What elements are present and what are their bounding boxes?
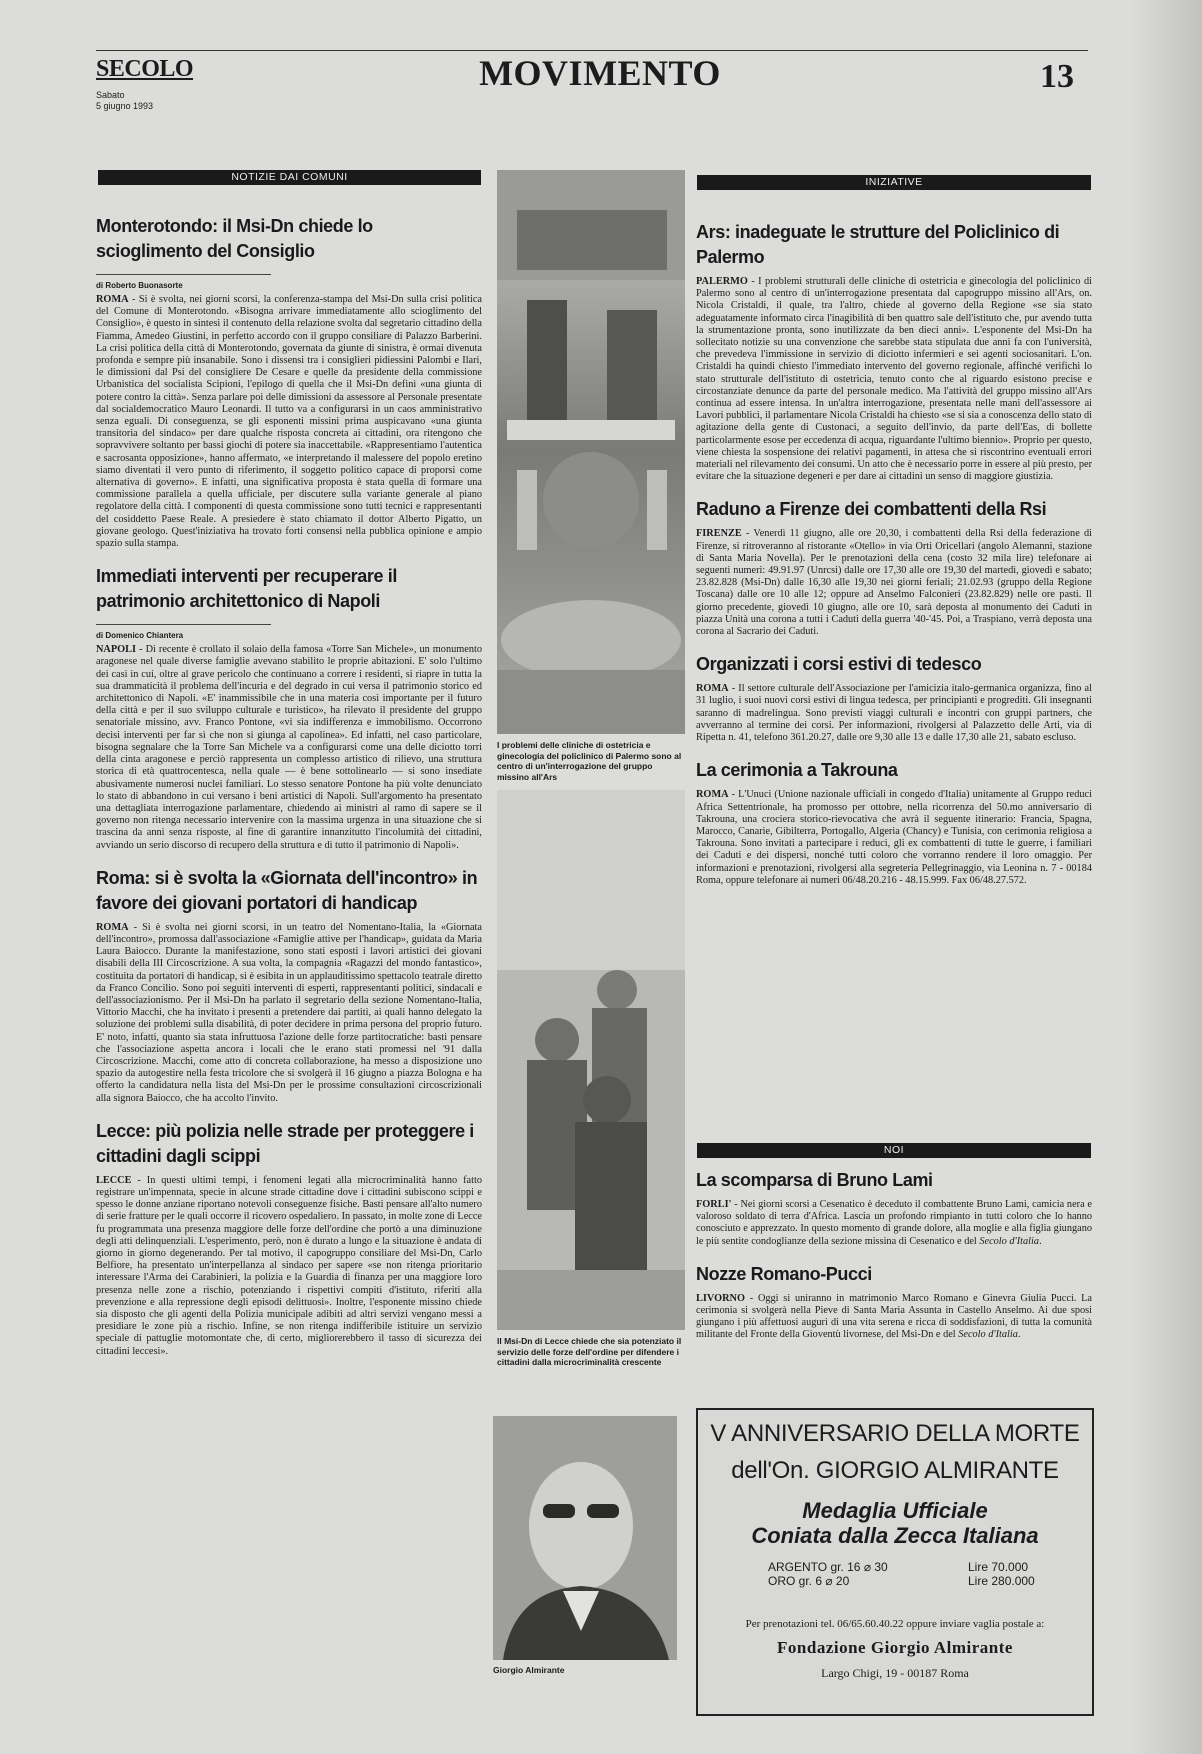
article-text: - Venerdì 11 giugno, alle ore 20,30, i combattenti della Rsi della federazione di Firenze, si ritroveranno al ristorante «Otello» in via Orti Oricellari (angolo Alemanni, stazione di Santa Maria Novella). Per le prenotazioni della cena (costo 32 mila lire) telefonare ai seguenti numeri: 49.91.97 (Unrcsi) dalle ore 17,30 alle ore 19,30 del martedì, giovedì e sabato; 23.82.828 (Msi-Dn) dalle 16,30 alle 19,30 nei giorni feriali; 21.02.93 (gruppo della Regione Toscana) dalle ore 10 alle 12; oppure ad Anselmo Falconieri (23.82.829) nelle ore pasti. Il giorno precedente, giovedì 10 giugno, alle ore 10, sarà deposta al monumento dei Caduti in piazza Unità una corona a tutti i Caduti della guerra '40-'45. Poi, a Traspiano, verrà deposta una corona al Sacrario dei Caduti.: [696, 528, 1092, 638]
ad-address: Largo Chigi, 19 - 00187 Roma: [821, 1666, 969, 1680]
price-gold-label: ORO gr. 6 ⌀ 20: [768, 1574, 850, 1588]
ad-title-line2: dell'On. GIORGIO ALMIRANTE: [731, 1457, 1059, 1484]
ad-contact-line: Per prenotazioni tel. 06/65.60.40.22 oppure inviare vaglia postale a:: [745, 1618, 1045, 1630]
article-tedesco: [696, 652, 1092, 744]
newspaper-name: Secolo d'Italia: [958, 1329, 1018, 1341]
medal-advertisement: [696, 1408, 1094, 1716]
article-headline: Nozze Romano-Pucci: [696, 1263, 872, 1284]
article-body: [696, 789, 1092, 887]
article-palermo: [696, 220, 1092, 483]
dateline: ROMA: [696, 789, 729, 801]
article-body: [96, 922, 482, 1105]
photo-caption-palermo: I problemi delle cliniche di ostetricia e ginecologia del policlinico di Palermo sono al centro di un'interrogazione del gruppo missino all'Ars: [497, 740, 682, 782]
article-text: - Nei giorni scorsi a Cesenatico è deceduto il combattente Bruno Lami, camicia nera e valoroso soldato di terra d'Africa. Lascia un profondo rimpianto in tutti coloro che lo hanno conosciuto e apprezzato. In questo momento di grande dolore, alla moglie e alla figlia giungano le più sentite condoglianze della sezione missina di Cesenatico e del: [696, 1199, 1092, 1247]
dateline: LIVORNO: [696, 1292, 745, 1304]
article-text: - Oggi si uniranno in matrimonio Marco Romano e Ginevra Giulia Pucci. La cerimonia si svolgerà nella Pieve di Santa Maria Assunta in Castello Anselmo. Ai due sposi giungano i più affettuosi auguri di una vita serena e ricca di soddisfazioni, di tutta la comunità militante del Fronte della Gioventù livornese, del Msi-Dn e del: [696, 1292, 1092, 1341]
dateline: LECCE: [96, 1174, 132, 1186]
top-rule: [96, 50, 1088, 51]
dateline: PALERMO: [696, 276, 748, 287]
ad-foundation-name: Fondazione Giorgio Almirante: [777, 1638, 1013, 1657]
article-lecce: [96, 1119, 482, 1358]
article-body: [696, 276, 1092, 483]
article-text: - I problemi strutturali delle cliniche di ostetricia e ginecologia del policlinico di Palermo sono al centro di un'interrogazione presentata dal capogruppo missino all'Ars, on. Nicola Cristaldi, il quale, tra l'altro, chiede al governo della Regione «se sia stato adeguatamente informato circa l'inagibilità di ben quattro sale dell'istituto che, pur avendo tutta la strumentazione pronta, sono inutilizzate da ben dieci anni». L'esponente del Msi-Dn ha sollecitato notizie su una convenzione che sarebbe stata stipulata due anni fa con l'università, che prevedeva l'immissione in servizio di diciotto infermieri e sei agenti sociosanitari. L'on. Cristaldi ha quindi chiesto l'immediato intervento del governo regionale, affinché verifichi lo stato strutturale dell'istituto di ostetricia, tenuto conto che al riguardo esistono precise e circostanziate denunce da parte del personale medico. Ma l'attività del gruppo missino all'Ars continua ad essere intensa. In un'altra interrogazione, presentata nelle mani dell'assessore ai Lavori pubblici, il parlamentare Nicola Cristaldi ha chiesto «se si sia a conoscenza dello stato di agitazione della gente di Custonaci, a seguito dell'invio, da parte dell'Eas, di bollette particolarmente esose per eccedenza di acqua, riguardante l'ultimo biennio». Proprio per questo, viene chiesta la sospensione dei relativi pagamenti, in attesa che si riscontrino eventuali errori materiali nel rilevamento dei consumi. Un atto che è necessario porre in essere al più presto, per evitare che la situazione degeneri e per dare ai cittadini un senso di maggiore giustizia.: [696, 276, 1092, 483]
photo-caption-lecce: Il Msi-Dn di Lecce chiede che sia potenziato il servizio delle forze dell'ordine per difendere i cittadini dalla microcriminalità crescente: [497, 1336, 682, 1367]
section-bar-iniziative: INIZIATIVE: [697, 175, 1091, 190]
right-column-bottom: [696, 1168, 1092, 1400]
article-text: - L'Unuci (Unione nazionale ufficiali in congedo d'Italia) unitamente al Gruppo reduci Africa Settentrionale, ha promosso per ottobre, nella ricorrenza del 50.mo anniversario di Takrouna, una crociera storico-rievocativa che avrà il seguente itinerario: Francia, Spagna, Marocco, Canarie, Gibilterra, Portogallo, Algeria (Chancy) e Tunisia, con cerimonia religiosa a Takrouna. Sono invitati a partecipare i reduci, gli ex combattenti di tutte le guerre, i familiari dei Caduti e dei dispersi, nonché tutti coloro che vorranno rendere il loro omaggio. Per informazioni e prenotazioni, rivolgersi alla segreteria Pellegrinaggio, via Leonina n. 7 - 00184 Roma, oppure telefonare ai numeri 06/48.20.216 - 48.15.999. Fax 06/48.27.572.: [696, 789, 1092, 886]
dateline: NAPOLI: [96, 644, 137, 656]
photo-almirante-portrait: [493, 1416, 677, 1660]
article-bruno-lami: [696, 1168, 1092, 1248]
photo-palermo-building: [497, 170, 685, 734]
left-column: [96, 214, 482, 1694]
article-text: - Si è svolta, nei giorni scorsi, la conferenza-stampa del Msi-Dn sulla crisi politica del Comune di Monterotondo. «Bisogna arrivare immediatamente allo scioglimento del Consiglio», è questo in sintesi il contenuto della relazione svolta dal segretario cittadino della Fiamma, Amedeo Giustini, in perfetto accordo con il gruppo consiliare di Palazzo Barberini. La crisi politica della città di Monterotondo, governata da giunte di sinistra, è ormai divenuta profonda e sempre più insanabile. Sono i dissensi tra i consiglieri pidiessini Palombi e Ilari, le dimissioni dal Psi del consigliere De Cesare e quelle da presidente della commissione Urbanistica del socialista Scipioni, l'epilogo di quella che il Msi-Dn definì «una giunta di potere contro la città». Senza parlare poi delle dimissioni da assessore al Personale presentate dal socialdemocratico Mauro Leonardi. Il tutto va a configurarsi in un caos amministrativo senza eguali. Di conseguenza, se gli esponenti missini prima auspicavano «una giunta transitoria del sindaco» per dare qualche risposta concreta ai cittadini, ora ritengono che sopravviverе soltanto per bassi giochi di potere sia inaccettabile. «Rappresentiamo l'autentica e sacrosanta opposizione», hanno affermato, «e interpretando il malessere del popolo eretino siamo diventati il vero punto di riferimento, il soggetto politico capace di proporsi come alternativa di governo». E infatti, una significativa proposta è stata quella di formare una commissione parallela a quella ufficiale, per discutere sulla variante generale al piano regolatore della città. I componenti di questa commissione sono tutti tecnici e rappresentanti del cosiddetto Paese Reale. A presiedere è stato chiamato il dottor Alberto Pigatto, un giovane geologo. Quest'iniziativa ha trovato forti consensi nella pubblica opinione e ampio spazio sulla stampa.: [96, 294, 482, 550]
newspaper-name: Secolo d'Italia: [979, 1235, 1040, 1247]
article-headline: La scomparsa di Bruno Lami: [696, 1170, 933, 1190]
dateline: ROMA: [96, 294, 129, 305]
article-headline: Immediati interventi per recuperare il patrimonio architettonico di Napoli: [96, 566, 397, 612]
byline-rule: [96, 624, 271, 625]
article-firenze: [696, 497, 1092, 638]
section-title: MOVIMENTO: [479, 53, 721, 93]
police-photo-image: [497, 790, 685, 1330]
article-body: [696, 683, 1092, 744]
article-text-end: .: [1039, 1235, 1042, 1247]
price-silver-label: ARGENTO gr. 16 ⌀ 30: [768, 1560, 888, 1574]
photo-caption-almirante: Giorgio Almirante: [493, 1665, 565, 1675]
dateline: ROMA: [96, 921, 129, 933]
article-text: - Si è svolta nei giorni scorsi, in un teatro del Nomentano-Italia, la «Giornata dell'incontro», promossa dall'associazione «Famiglie attive per l'handicap», guidata da Maria Laura Baiocco. Durante la manifestazione, sono stati esposti i lavori artistici dei giovani disabili della III Circoscrizione. A sua volta, la compagnia «Ragazzi del mondo fantastico», costituita da portatori di handicap, si è esibita in un applauditissimo spettacolo teatrale diretto da Franco Concilio. Sono poi seguiti interventi di esperti, rappresentanti politici, sindacali e dell'associazionismo. Per il Msi-Dn ha parlato il segretario della sezione Nomentano-Italia, Vittorio Macchi, che ha invitato i presenti a pretendere dai partiti, ai quali hanno delegato la soluzione dei problemi sulla disabilità, di poter decidere in prima persona del proprio futuro. E' noto, infatti, quanto sia stata infruttuosa l'azione delle forze partitocratiche: basti pensare che l'associazione aspetta ancora i locali che le erano stati promessi nel '91 dalla Circoscrizione. Macchi, come atto di concreta collaborazione, ha messo a disposizione uno spazio da autogestire nella festa tricolore che si svolgerà il 16 giugno a piazza Bologna e ha offerto la candidatura nella lista del Msi-Dn per le prossime consultazioni circoscrizionali alla signora Baiocco, che ha accolto l'invito.: [96, 921, 482, 1104]
article-roma-handicap: [96, 866, 482, 1105]
dateline: FORLI': [696, 1199, 732, 1210]
dateline: FIRENZE: [696, 528, 742, 540]
ad-subtitle-line1: Medaglia Ufficiale: [802, 1498, 988, 1523]
article-headline: Raduno a Firenze dei combattenti della Rsi: [696, 499, 1047, 520]
article-takrouna: [696, 758, 1092, 887]
article-headline: La cerimonia a Takrouna: [696, 760, 898, 781]
article-text-end: .: [1017, 1329, 1021, 1341]
article-monterotondo: [96, 214, 482, 550]
issue-date: 5 giugno 1993: [96, 101, 154, 111]
price-silver-value: Lire 70.000: [968, 1560, 1029, 1574]
right-column-top: [696, 220, 1092, 1138]
article-headline: Lecce: più polizia nelle strade per proteggere i cittadini dagli scippi: [96, 1120, 474, 1166]
article-body: [696, 528, 1092, 638]
section-bar-notizie: NOTIZIE DAI COMUNI: [98, 170, 481, 185]
article-body: [96, 644, 482, 851]
article-body: [696, 1199, 1092, 1248]
article-body: [96, 1175, 482, 1358]
article-text: - Di recente è crollato il solaio della famosa «Torre San Michele», un monumento aragonese nel quale diverse famiglie avevano stabilito le proprie abitazioni. E' solo l'ultimo dei casi in cui, oltre al grave pericolo che continuano a correre i residenti, si riapre in tutta la sua drammaticità il problema dell'incuria e del degrado in cui versa il patrimonio storico ed architettonico di Napoli. «E' inammissibile che in una materia così importante per il futuro della città e per il suo sviluppo culturale e turistico», ha rilevato il presidente del gruppo senatoriale missino, avv. Franco Pontone, «vi sia indifferenza e immobilismo. Occorrono decisi interventi per far sì che non si giunga al capolinea». Ed infatti, nel caso particolare, bisogna segnalare che la Torre San Michele va a configurarsi come una delle diciotto torri della cinta aragonese e perciò rappresenta un complesso artistico di rilievo, una struttura storica di età quattrocentesca, nella quale — è bene sottolinearlo — si sono insediate abusivamente numerosi nuclei familiari. Lo stesso senatore Pontone ha più volte denunciato lo stato di abbandono in cui versano i beni artistici di Napoli. Sull'argomento ha presentato una dettagliata interrogazione parlamentare, chiedendo ai ministri al ramo di sapere se il governo non ritenga necessario intervenire con la massima urgenza in una situazione che si trascina da anni senza risposte, al fine di garantire innanzitutto l'incolumità dei cittadini, avviando un serio discorso di recupero della struttura e di tutto il patrimonio di Napoli».: [96, 644, 482, 851]
article-headline: Roma: si è svolta la «Giornata dell'incontro» in favore dei giovani portatori di handicap: [96, 867, 478, 913]
article-byline: di Roberto Buonasorte: [96, 281, 183, 290]
article-text: - In questi ultimi tempi, i fenomeni legati alla microcriminalità hanno fatto registrare un'impennata, specie in alcune strade cittadine dove i cittadini subiscono scippi e spesso le donne anziane riportano notevoli conseguenze fisiche. Basti pensare all'alto numero di serie fratture per le quali occorre il ricovero ospedaliero. In passato, in molte zone di Lecce fu programmata una presenza maggiore delle forze dell'ordine che portò a una diminuzione degli atti delinquenziali. L'esperimento, però, non è durato a lungo e la situazione è andata di giorno in giorno degenerando. Per tal motivo, il capogruppo consiliare del Msi-Dn, Carlo Belfiore, ha presentato un'interpellanza al sindaco per sapere «se non ritenga prioritario interessare l'Arma dei Carabinieri, la polizia e la Guardia di finanza per una maggiore loro presenza nelle zone a rischio, potenziando i rispettivi compiti d'istituto, riferiti alla prevenzione e alla repressione degli episodi delittuosi». Inoltre, l'esponente missino chiede sia disposto che gli agenti della Polizia municipale adibiti ad altri servizi vengano messi a presidiare le zone più a rischio. Infine, se non ritenga indifferibile istituire un servizio speciale di pattuglie motomontate che, di certo, migliorerebbero il tasso di sicurezza dei cittadini leccesi».: [96, 1174, 482, 1357]
page-number: 13: [1040, 58, 1074, 95]
article-nozze: [696, 1262, 1092, 1342]
masthead: SECOLO: [96, 56, 194, 82]
article-body: [96, 294, 482, 550]
photo-police-officers: [497, 790, 685, 1330]
dateline: ROMA: [696, 683, 729, 695]
byline-rule: [96, 274, 271, 275]
ad-subtitle-line2: Coniata dalla Zecca Italiana: [751, 1523, 1039, 1548]
article-byline: di Domenico Chiantera: [96, 631, 184, 641]
issue-day: Sabato: [96, 90, 125, 100]
price-gold-value: Lire 280.000: [968, 1574, 1035, 1588]
portrait-photo-image: [493, 1416, 677, 1660]
section-bar-noi: NOI: [697, 1143, 1091, 1158]
page-edge-shadow: [1130, 0, 1202, 1754]
ad-title-line1: V ANNIVERSARIO DELLA MORTE: [710, 1420, 1080, 1447]
article-text: - Il settore culturale dell'Associazione per l'amicizia italo-germanica organizza, fino al 31 luglio, i suoi nuovi corsi estivi di lingua tedesca, per principianti e progrediti. Gli insegnanti saranno di madrelingua. Sono previsti viaggi culturali e incontri con gruppi partners, che avverranno al termine dei corsi. Per informazioni, rivolgersi al Palazzetto delle Arti, via di Ripetta n. 41, telefono 361.20.27, dalle ore 9,30 alle 13 e dalle 17,30 alle 21, sabato escluso.: [696, 683, 1092, 744]
article-headline: Organizzati i corsi estivi di tedesco: [696, 654, 982, 675]
building-photo-image: [497, 170, 685, 734]
article-body: [696, 1293, 1092, 1342]
article-headline: Ars: inadeguate le strutture del Policlinico di Palermo: [696, 222, 1060, 267]
article-headline: Monterotondo: il Msi-Dn chiede lo scioglimento del Consiglio: [96, 216, 373, 261]
article-napoli: [96, 564, 482, 851]
